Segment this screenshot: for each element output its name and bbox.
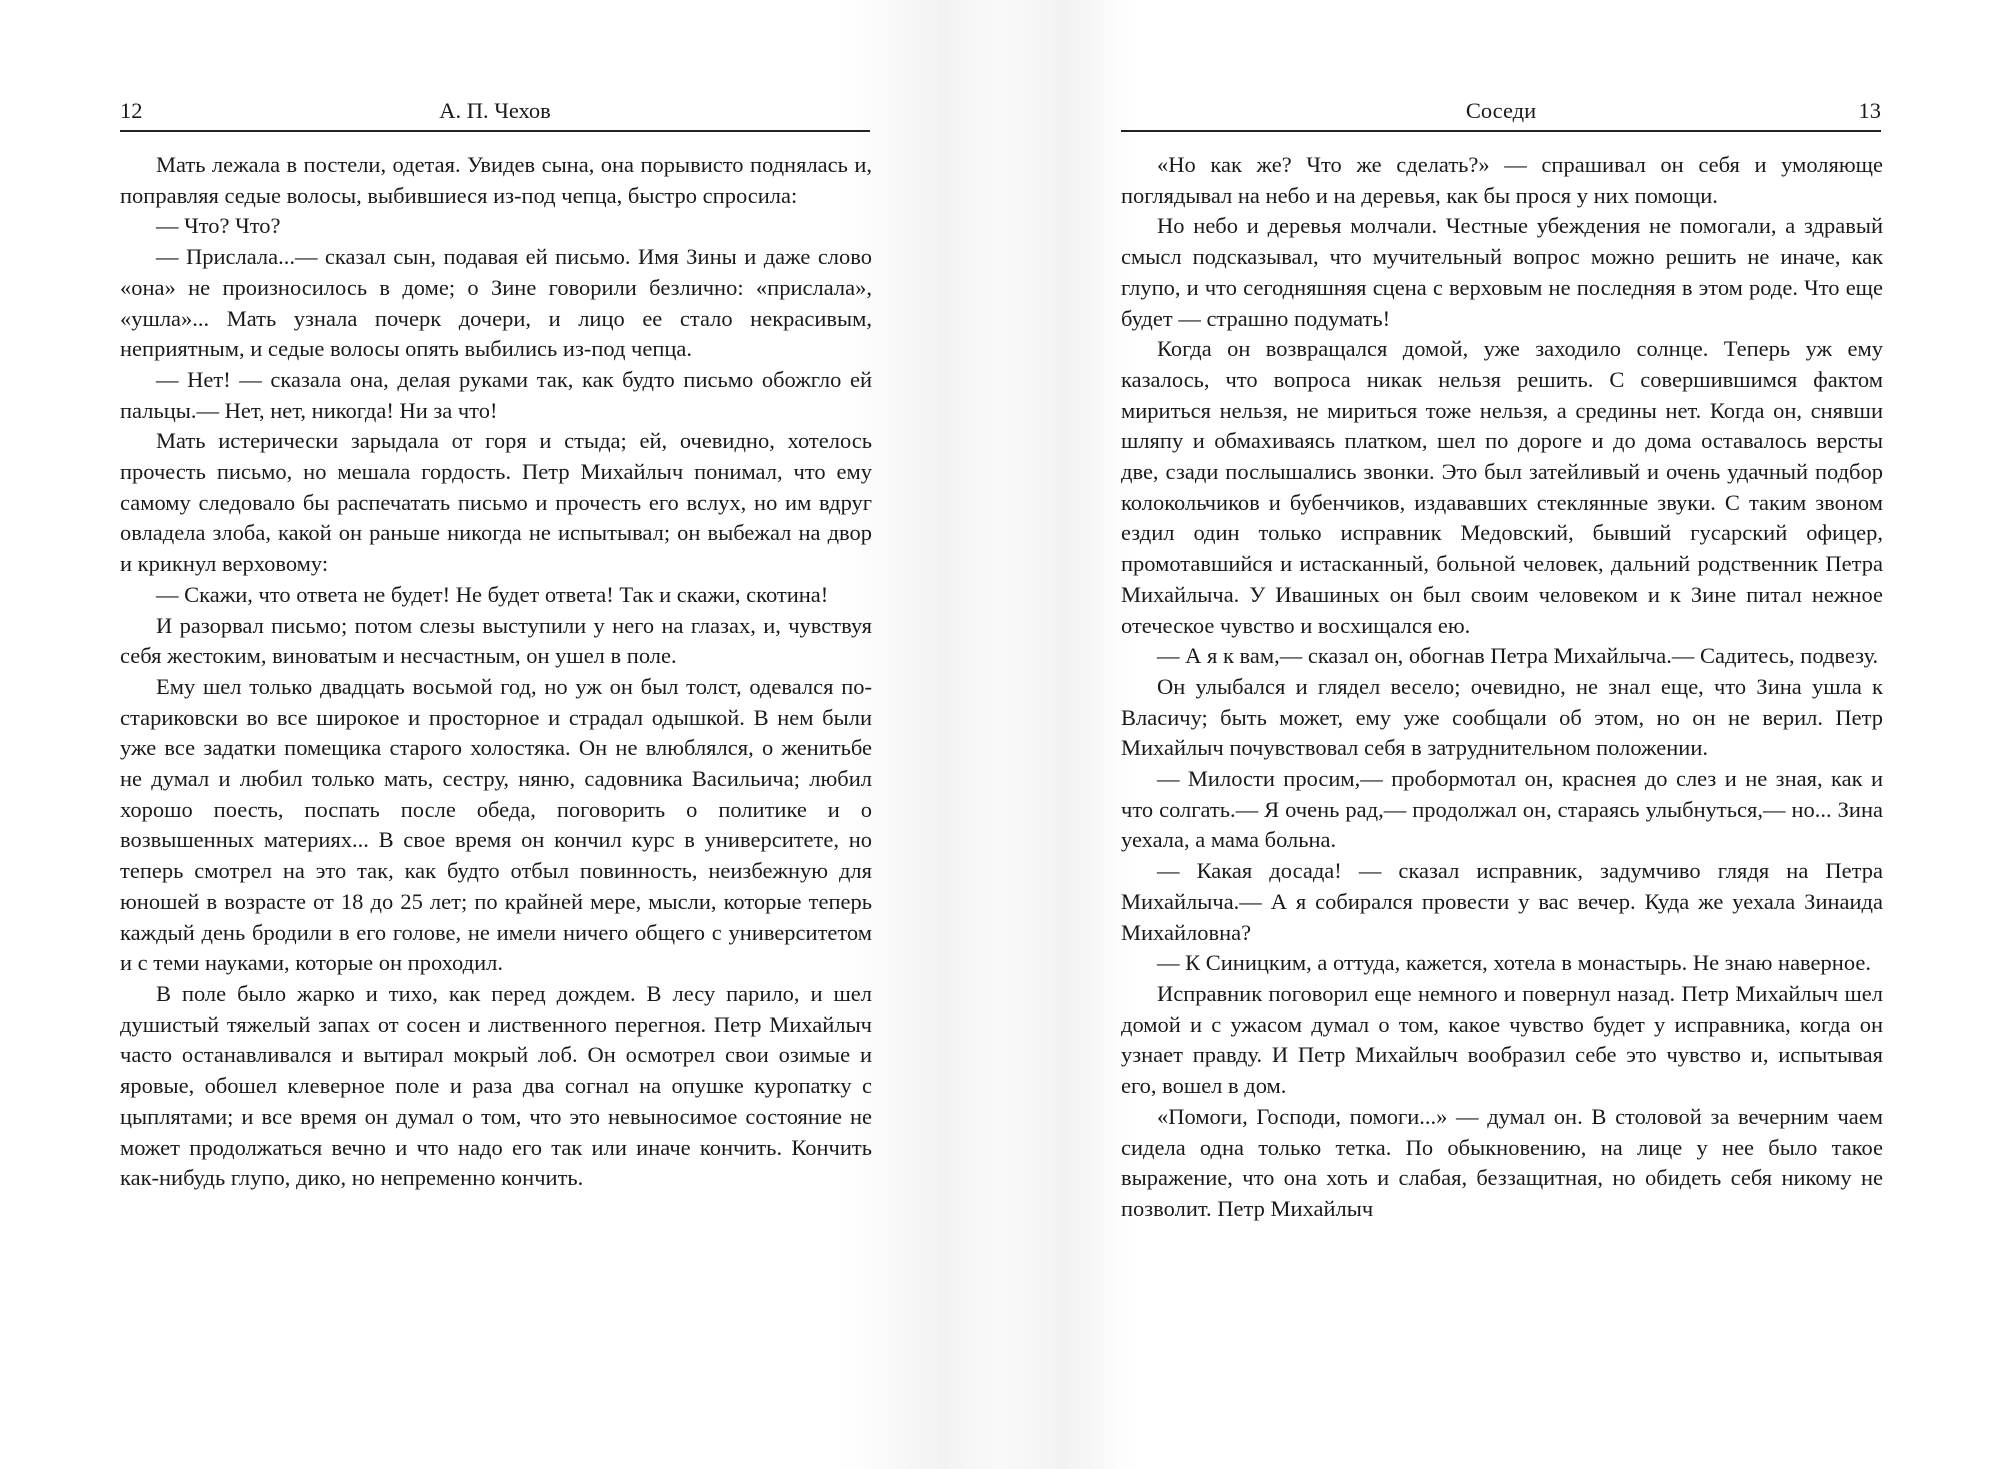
paragraph: И разорвал письмо; потом слезы выступили у него на глазах, и, чувствуя себя жестоким, виноватым и несчастным, он ушел в поле.: [120, 612, 872, 669]
left-page: [0, 0, 937, 1469]
book-gutter: [937, 0, 1063, 1469]
paragraph: «Но как же? Что же сделать?» — спрашивал он себя и умоляюще поглядывал на небо и на деревья, как бы прося у них помощи.: [1121, 152, 1883, 208]
right-page: [1063, 0, 2000, 1469]
paragraph: Мать истерически зарыдала от горя и стыда; ей, очевидно, хотелось прочесть письмо, но мешала гордость. Петр Михайлыч понимал, что ему самому следовало бы распечатать письмо и прочесть его вслух, но им вдруг овладела злоба, какой он раньше никогда не испытывал; он выбежал на двор и крикнул верховому:: [120, 428, 872, 577]
left-text-block: [120, 150, 872, 1194]
paragraph: Исправник поговорил еще немного и повернул назад. Петр Михайлыч шел домой и с ужасом думал о том, какое чувство будет у исправника, когда он узнает правду. И Петр Михайлыч вообразил себе это чувство и, испытывая его, вошел в дом.: [1121, 980, 1883, 1099]
paragraph: — К Синицким, а оттуда, кажется, хотела в монастырь. Не знаю наверное.: [1157, 950, 1871, 976]
paragraph: «Помоги, Господи, помоги...» — думал он. В столовой за вечерним чаем сидела одна только тетка. По обыкновению, на лице у нее было такое выражение, что она хоть и слабая, беззащитная, но обидеть себя никому не позволит. Петр Михайлыч: [1121, 1103, 1883, 1221]
paragraph: — Милости просим,— пробормотал он, краснея до слез и не зная, как и что солгать.— Я очень рад,— продолжал он, стараясь улыбнуться,— но... Зина уехала, а мама больна.: [1121, 766, 1883, 853]
paragraph: В поле было жарко и тихо, как перед дождем. В лесу парило, и шел душистый тяжелый запах от сосен и лиственного перегноя. Петр Михайлыч часто останавливался и вытирал мокрый лоб. Он осмотрел свои озимые и яровые, обошел клеверное поле и раза два согнал на опушке куропатку с цыплятами; и все время он думал о том, что это невыносимое состояние не может продолжаться вечно и что надо его так или иначе кончить. Кончить как-нибудь глупо, дико, но непременно кончить.: [120, 980, 872, 1191]
paragraph: Но небо и деревья молчали. Честные убеждения не помогали, а здравый смысл подсказывал, что мучительный вопрос можно решить не иначе, как глупо, и что сегодняшняя сцена с верховым не последняя в этом роде. Что еще будет — страшно подумать!: [1121, 213, 1883, 331]
paragraph: Он улыбался и глядел весело; очевидно, не знал еще, что Зина ушла к Власичу; быть может, ему уже сообщали об этом, но он не верил. Петр Михайлыч почувствовал себя в затруднительном положении.: [1121, 673, 1883, 761]
paragraph: — Что? Что?: [156, 213, 281, 239]
paragraph: — Какая досада! — сказал исправник, задумчиво глядя на Петра Михайлыча.— А я собирался провести у вас вечер. Куда же уехала Зинаида Михайловна?: [1121, 858, 1883, 945]
paragraph: Когда он возвращался домой, уже заходило солнце. Теперь уж ему казалось, что вопроса никак нельзя решить. С совершившимся фактом мириться нельзя, не мириться тоже нельзя, а средины нет. Когда он, снявши шляпу и обмахиваясь платком, шел по дороге и до дома оставалось версты две, сзади послышались звонки. Это был затейливый и очень удачный подбор колокольчиков и бубенчиков, издававших стеклянные звуки. С таким звоном ездил один только исправник Медовский, бывший гусарский офицер, промотавшийся и истасканный, больной человек, дальний родственник Петра Михайлыча. У Ивашиных он был своим человеком и к Зине питал нежное отеческое чувство и восхищался ею.: [1121, 336, 1883, 638]
paragraph: — Прислала...— сказал сын, подавая ей письмо. Имя Зины и даже слово «она» не произносилось в доме; о Зине говорили безлично: «прислала», «ушла»... Мать узнала почерк дочери, и лицо ее стало некрасивым, неприятным, и седые волосы опять выбились из-под чепца.: [120, 244, 872, 362]
paragraph: Мать лежала в постели, одетая. Увидев сына, она порывисто поднялась и, поправляя седые волосы, выбившиеся из-под чепца, быстро спросила:: [120, 152, 872, 208]
paragraph: — Скажи, что ответа не будет! Не будет ответа! Так и скажи, скотина!: [156, 581, 829, 607]
paragraph: — Нет! — сказала она, делая руками так, как будто письмо обожгло ей пальцы.— Нет, нет, никогда! Ни за что!: [120, 366, 872, 423]
left-page-number: 12: [120, 98, 143, 123]
left-running-title: А. П. Чехов: [439, 98, 551, 123]
right-running-head: [1121, 96, 1881, 132]
right-running-title: Соседи: [1465, 98, 1537, 123]
right-page-number: 13: [1858, 98, 1881, 123]
paragraph: — А я к вам,— сказал он, обогнав Петра Михайлыча.— Садитесь, подвезу.: [1157, 643, 1879, 669]
left-running-head: [120, 96, 870, 132]
right-text-block: [1121, 150, 1883, 1225]
paragraph: Ему шел только двадцать восьмой год, но уж он был толст, одевался по-стариковски во все широкое и просторное и страдал одышкой. В нем были уже все задатки помещика старого холостяка. Он не влюблялся, о женитьбе не думал и любил только мать, сестру, няню, садовника Васильича; любил хорошо поесть, поспать после обеда, поговорить о политике и о возвышенных материях... В свое время он кончил курс в университете, но теперь смотрел на это так, как будто отбыл повинность, неизбежную для юношей в возрасте от 18 до 25 лет; по крайней мере, мысли, которые теперь каждый день бродили в его голове, не имели ничего общего с университетом и с теми науками, которые он проходил.: [120, 673, 872, 976]
